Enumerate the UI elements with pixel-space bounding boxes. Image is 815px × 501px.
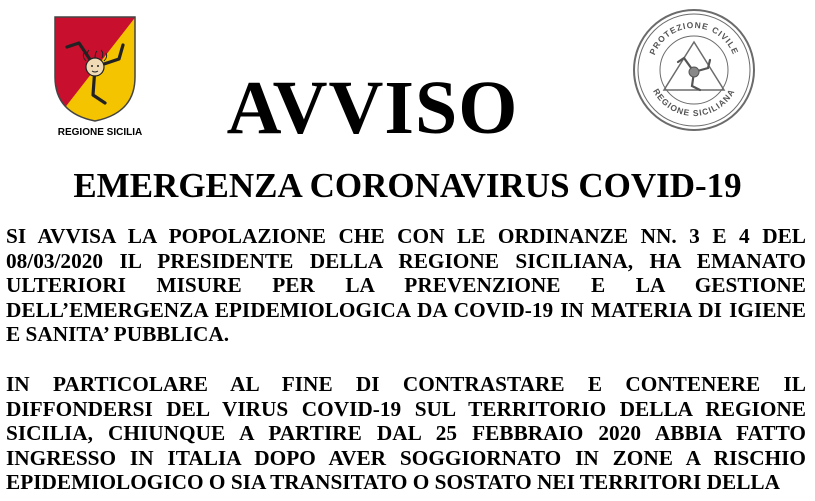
emblem-ring-bottom-text: REGIONE SICILIANA <box>651 86 737 119</box>
body-paragraph-1: SI AVVISA LA POPOLAZIONE CHE CON LE ORDINANZE NN. 3 E 4 DEL 08/03/2020 IL PRESIDENTE DELLA REGIONE SICILIANA, HA EMANATO ULTERIORI MISURE PER LA PREVENZIONE E LA GESTIONE DELL’EMERGENZA EPIDEMIOLOGICA DA COVID-19 IN MATERIA DI IGIENE E SANITA’ PUBBLICA. <box>6 224 806 347</box>
body-paragraph-2: IN PARTICOLARE AL FINE DI CONTRASTARE E CONTENERE IL DIFFONDERSI DEL VIRUS COVID-19 SUL TERRITORIO DELLA REGIONE SICILIA, CHIUNQUE A PARTIRE DAL 25 FEBBRAIO 2020 ABBIA FATTO INGRESSO IN ITALIA DOPO AVER SOGGIORNATO IN ZONE A RISCHIO EPIDEMIOLOGICO O SIA TRANSITATO O SOSTATO NEI TERRITORI DELLA <box>6 372 806 495</box>
notice-title: AVVISO <box>226 66 519 150</box>
emblem-ring-top-text: PROTEZIONE CIVILE <box>647 19 741 57</box>
protezione-civile-emblem-icon <box>632 8 756 132</box>
region-caption: REGIONE SICILIA <box>57 127 143 138</box>
notice-subtitle: EMERGENZA CORONAVIRUS COVID-19 <box>73 166 742 205</box>
